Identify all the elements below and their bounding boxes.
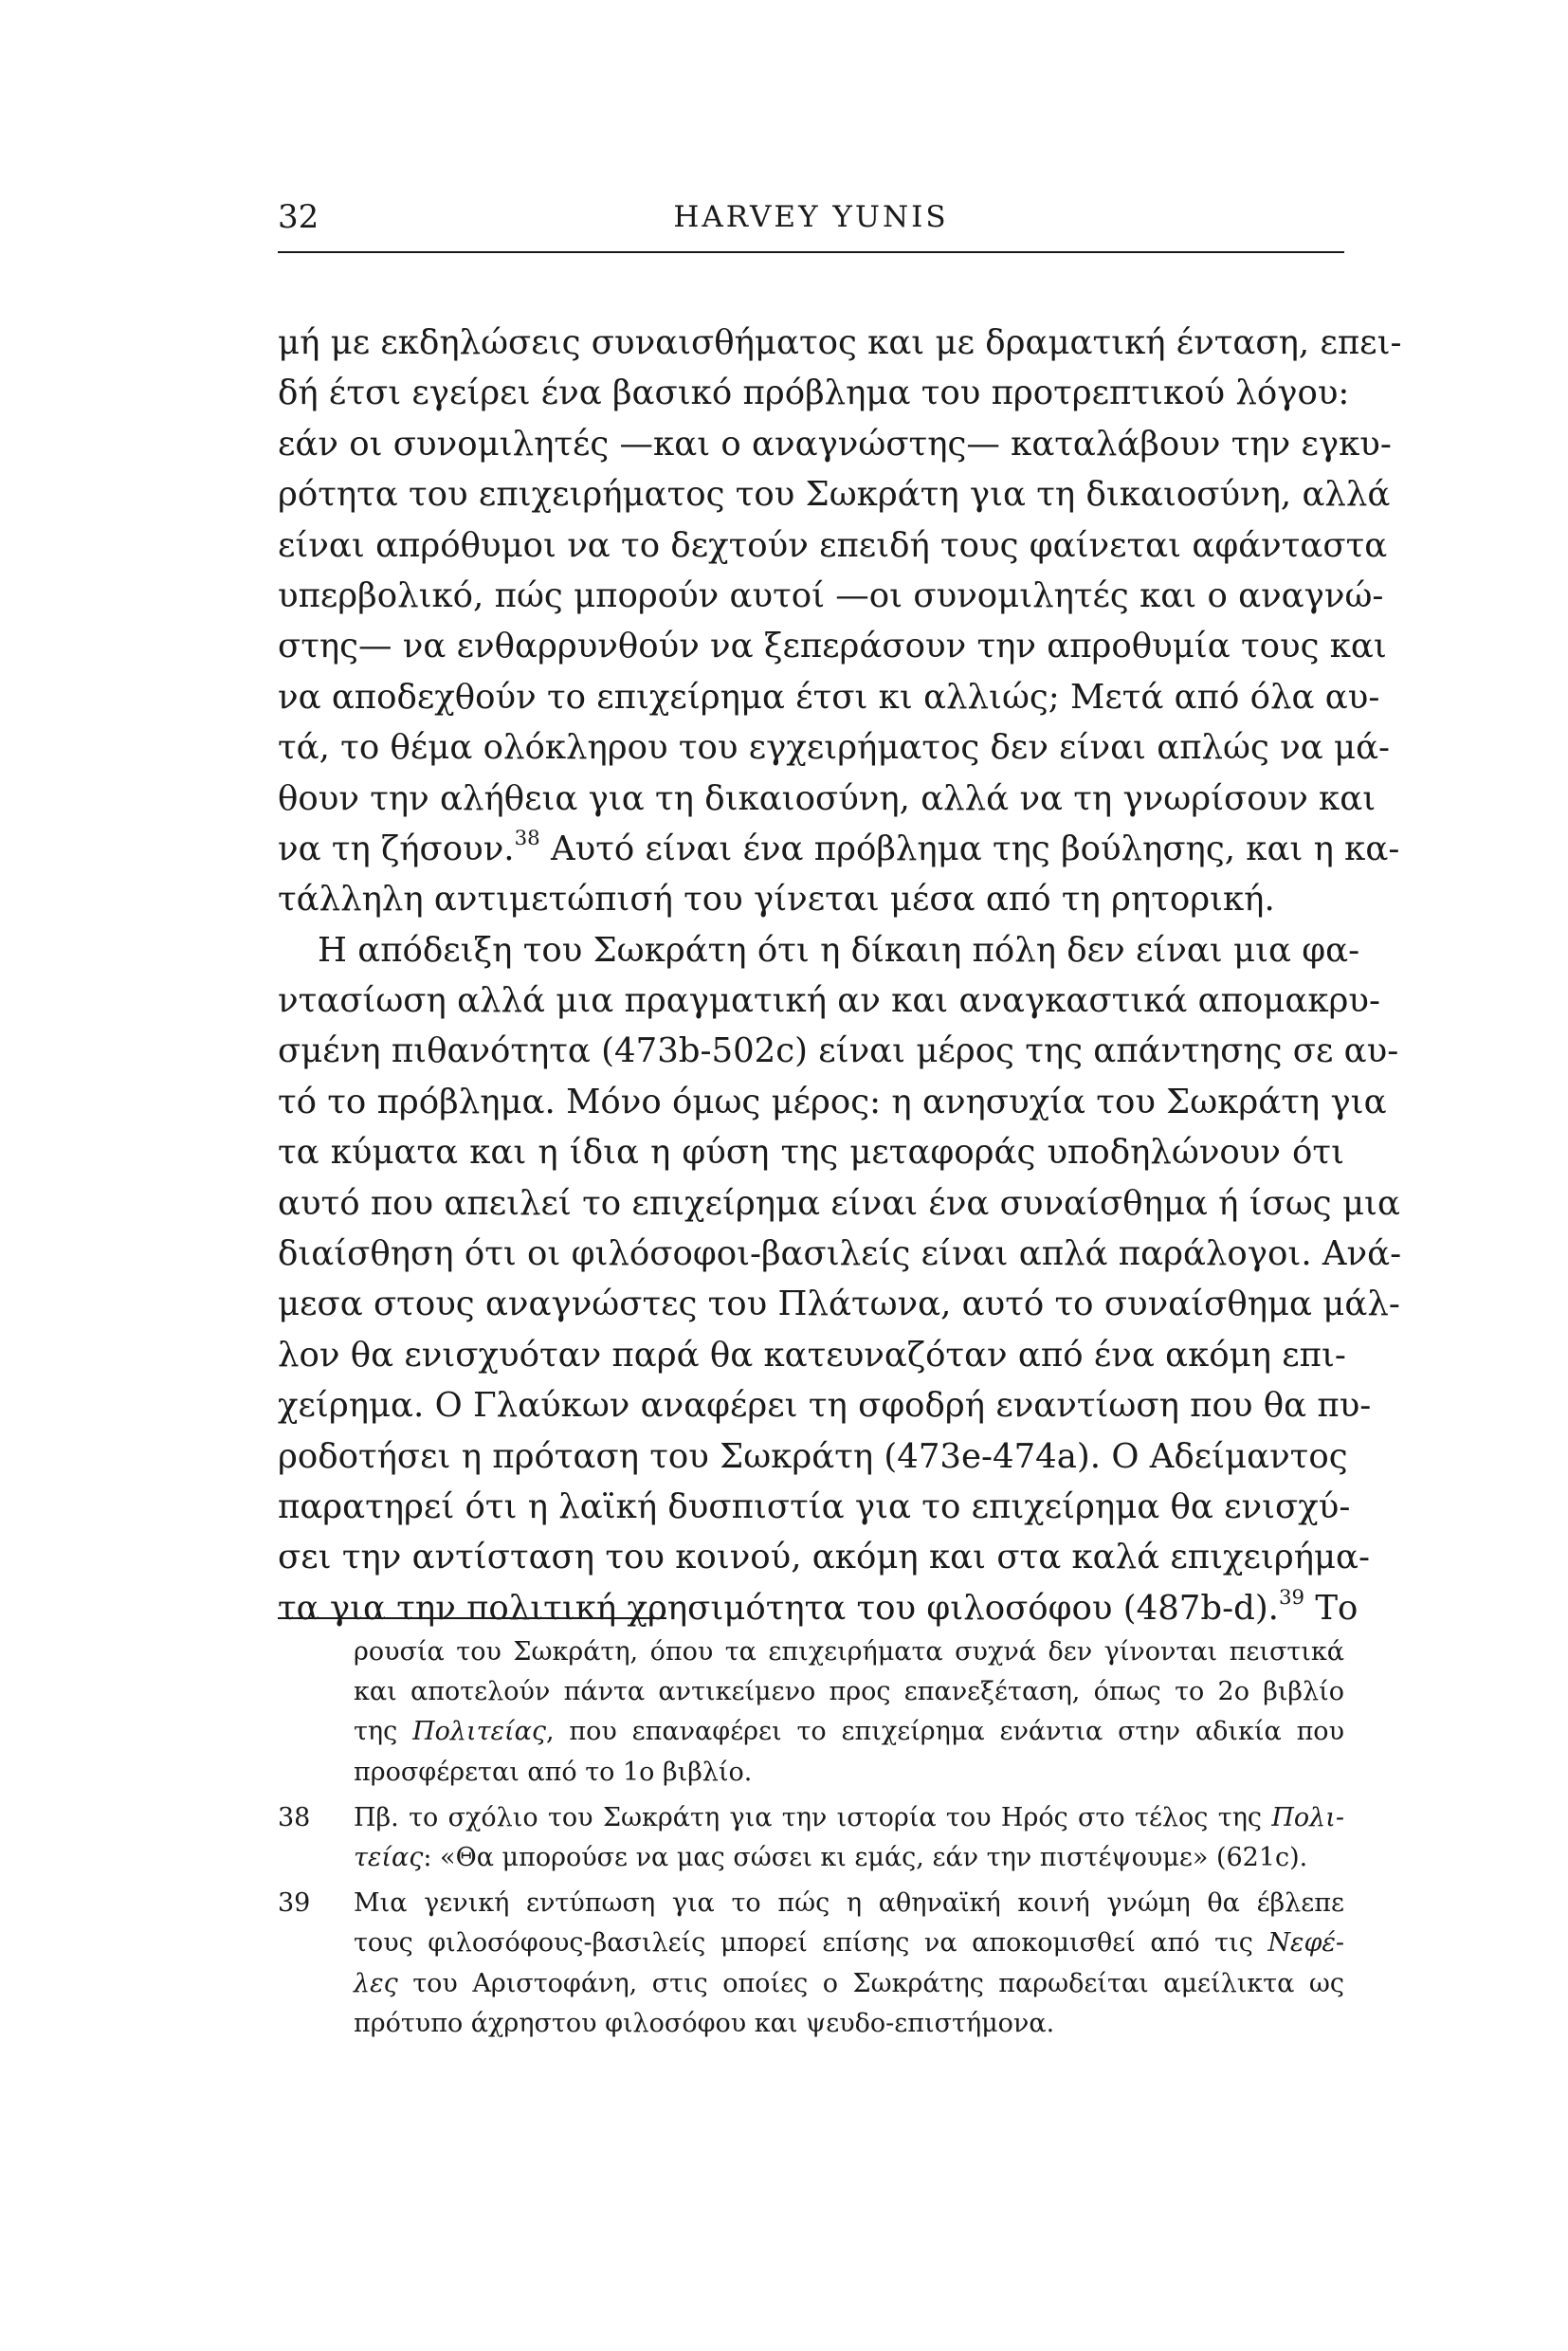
- text-fragment: Μια γενική εντύπωση για το πώς η αθηναϊκή κοινή γνώμη θα έβλεπε: [354, 1888, 1344, 1919]
- text-fragment: Το: [1304, 1588, 1358, 1628]
- text-line: τό το πρόβλημα. Μόνο όμως μέρος: η ανησυχία του Σωκράτη για: [278, 1082, 1387, 1121]
- text-line: χείρημα. Ο Γλαύκων αναφέρει τη σφοδρή εναντίωση που θα πυ-: [278, 1386, 1372, 1426]
- footnote-39-line: πρότυπο άχρηστου φιλοσόφου και ψευδο-επιστήμονα.: [354, 2008, 1055, 2038]
- page-number: 32: [278, 198, 319, 236]
- text-line: παρατηρεί ότι η λαϊκή δυσπιστία για το επιχείρημα θα ενισχύ-: [278, 1486, 1351, 1526]
- header-rule: [278, 251, 1344, 253]
- footnote-ref-39: 39: [1278, 1585, 1305, 1610]
- footnotes: [278, 1632, 1344, 2044]
- text-fragment: Αυτό είναι ένα πρόβλημα της βούλησης, και η κα-: [539, 829, 1400, 868]
- italic-title: Πολι-: [1271, 1802, 1344, 1832]
- text-line: ροδοτήσει η πρόταση του Σωκράτη (473e-474a). Ο Αδείμαντος: [278, 1436, 1348, 1476]
- paragraph-first-line: Η απόδειξη του Σωκράτη ότι η δίκαιη πόλη δεν είναι μια φα-: [318, 930, 1360, 970]
- text-fragment: Πβ. το σχόλιο του Σωκράτη για την ιστορία του Ηρός στο τέλος της: [354, 1802, 1272, 1832]
- text-line: στης— να ενθαρρυνθούν να ξεπεράσουν την απροθυμία τους και: [278, 627, 1387, 666]
- text-line: είναι απρόθυμοι να το δεχτούν επειδή τους φαίνεται αφάνταστα: [278, 525, 1388, 565]
- text-line: σει την αντίσταση του κοινού, ακόμη και στα καλά επιχειρήμα-: [278, 1538, 1371, 1577]
- footnote-39-line: [278, 1923, 1344, 1963]
- text-line: μεσα στους αναγνώστες του Πλάτωνα, αυτό το συναίσθημα μάλ-: [278, 1285, 1400, 1324]
- footnote-39: [278, 1884, 1344, 1923]
- text-line: θουν την αλήθεια για τη δικαιοσύνη, αλλά να τη γνωρίσουν και: [278, 778, 1377, 818]
- text-line: λον θα ενισχυόταν παρά θα κατευναζόταν από ένα ακόμη επι-: [278, 1335, 1346, 1375]
- footnote-continuation-line: [278, 1712, 1344, 1752]
- text-fragment: τα για την πολιτική χρησιμότητα του φιλοσόφου (487b-d).: [278, 1588, 1279, 1628]
- text-line: τάλληλη αντιμετώπισή του γίνεται μέσα από τη ρητορική.: [278, 880, 1275, 920]
- page-header: [278, 194, 1344, 251]
- italic-title: τείας: [354, 1842, 424, 1872]
- text-line: να αποδεχθούν το επιχείρημα έτσι κι αλλιώς; Μετά από όλα αυ-: [278, 677, 1380, 717]
- footnote-38-line: [278, 1838, 1344, 1878]
- text-fragment: τους φιλοσόφους-βασιλείς μπορεί επίσης να αποκομισθεί από τις: [354, 1928, 1268, 1959]
- footnote-ref-38: 38: [514, 826, 540, 850]
- italic-title: Πολιτείας: [412, 1717, 546, 1747]
- text-line: ρότητα του επιχειρήματος του Σωκράτη για τη δικαιοσύνη, αλλά: [278, 475, 1391, 515]
- text-line: ντασίωση αλλά μια πραγματική αν και αναγκαστικά απομακρυ-: [278, 981, 1380, 1021]
- footnote-38: [278, 1798, 1344, 1838]
- text-line: δή έτσι εγείρει ένα βασικό πρόβλημα του προτρεπτικού λόγου:: [278, 374, 1350, 413]
- footnote-number: 38: [278, 1802, 311, 1832]
- footnote-number: 39: [278, 1888, 311, 1919]
- text-line: διαίσθηση ότι οι φιλόσοφοι-βασιλείς είναι απλά παράλογοι. Ανά-: [278, 1234, 1402, 1274]
- text-line: τά, το θέμα ολόκληρου του εγχειρήματος δεν είναι απλώς να μά-: [278, 728, 1391, 768]
- text-fragment: : «Θα μπορούσε να μας σώσει κι εμάς, εάν την πιστέψουμε» (621c).: [423, 1842, 1308, 1872]
- text-line: εάν οι συνομιλητές —και ο αναγνώστης— καταλάβουν την εγκυ-: [278, 424, 1392, 464]
- text-line: μή με εκδηλώσεις συναισθήματος και με δραματική ένταση, επει-: [278, 323, 1402, 362]
- text-fragment: της: [354, 1717, 413, 1747]
- text-line-with-note: [278, 824, 1400, 874]
- text-fragment: να τη ζήσουν.: [278, 829, 515, 868]
- italic-title: λες: [354, 1968, 398, 1998]
- footnote-continuation-line: προσφέρεται από το 1ο βιβλίο.: [354, 1757, 753, 1787]
- text-fragment: , που επαναφέρει το επιχείρημα ενάντια στην αδικία που: [545, 1717, 1344, 1747]
- running-head: HARVEY YUNIS: [673, 200, 949, 234]
- footnote-39-line: [278, 1964, 1344, 2004]
- text-fragment: του Αριστοφάνη, στις οποίες ο Σωκράτης παρωδείται αμείλικτα ως: [397, 1968, 1344, 1998]
- text-line: υπερβολικό, πώς μπορούν αυτοί —οι συνομιλητές και ο αναγνώ-: [278, 575, 1384, 615]
- footnote-continuation-line: ρουσία του Σωκράτη, όπου τα επιχειρήματα συχνά δεν γίνονται πειστικά: [354, 1637, 1344, 1667]
- text-line: τα κύματα και η ίδια η φύση της μεταφοράς υποδηλώνουν ότι: [278, 1133, 1344, 1173]
- footnote-rule: [278, 1617, 666, 1619]
- italic-title: Νεφέ-: [1267, 1928, 1344, 1959]
- body-text: [278, 318, 1402, 1633]
- footnote-continuation-line: και αποτελούν πάντα αντικείμενο προς επανεξέταση, όπως το 2ο βιβλίο: [354, 1677, 1344, 1707]
- text-line-with-note: [278, 1583, 1358, 1633]
- text-line: αυτό που απειλεί το επιχείρημα είναι ένα συναίσθημα ή ίσως μια: [278, 1183, 1400, 1223]
- text-line: σμένη πιθανότητα (473b-502c) είναι μέρος της απάντησης σε αυ-: [278, 1031, 1399, 1071]
